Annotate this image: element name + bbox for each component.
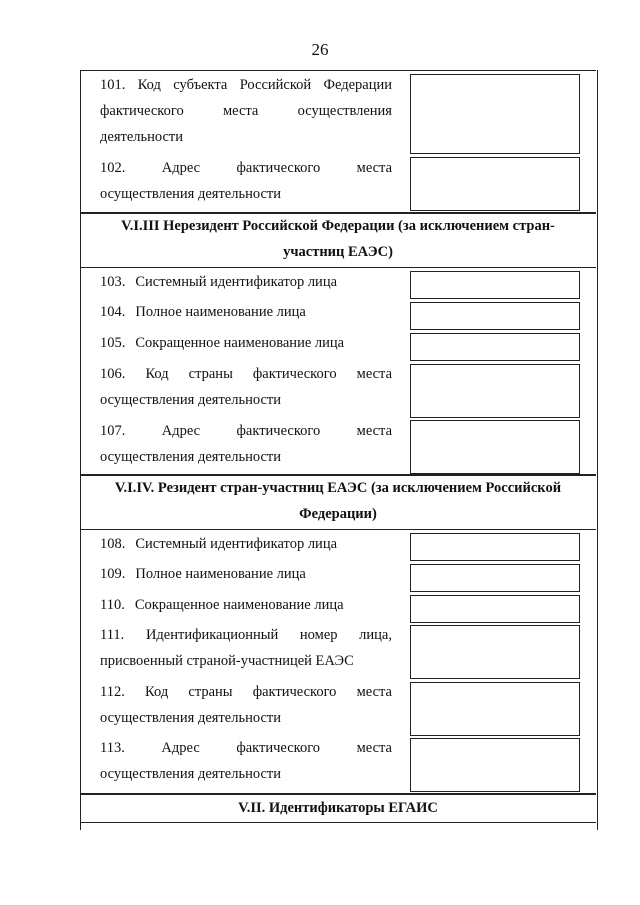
section-divider	[80, 267, 596, 268]
field-box-106[interactable]	[410, 364, 580, 418]
field-box-110[interactable]	[410, 595, 580, 623]
field-box-104[interactable]	[410, 302, 580, 330]
row-number: 101.	[100, 77, 126, 93]
section-title-eaeu-resident: V.I.IV. Резидент стран-участниц ЕАЭС (за исключением Российской Федерации)	[114, 480, 562, 522]
field-box-107[interactable]	[410, 420, 580, 474]
table-row-111: 111. Идентификационный номер лица, присвоенный страной-участницей ЕАЭС	[100, 627, 392, 669]
field-box-105[interactable]	[410, 333, 580, 361]
table-row-109: 109. Полное наименование лица	[100, 566, 306, 582]
field-box-112[interactable]	[410, 682, 580, 736]
field-box-108[interactable]	[410, 533, 580, 561]
section-divider	[80, 529, 596, 530]
field-box-102[interactable]	[410, 157, 580, 211]
field-box-101[interactable]	[410, 74, 580, 154]
table-top-rule	[80, 70, 596, 71]
table-row-108: 108. Системный идентификатор лица	[100, 536, 338, 552]
field-box-109[interactable]	[410, 564, 580, 592]
table-row-104: 104. Полное наименование лица	[100, 304, 306, 320]
section-divider	[80, 822, 596, 823]
table-row-107: 107. Адрес фактического места осуществления деятельности	[100, 423, 392, 465]
table-row-102: 102. Адрес фактического места осуществления деятельности	[100, 160, 392, 202]
section-title-egais-identifiers: V.II. Идентификаторы ЕГАИС	[238, 800, 438, 816]
table-row-105: 105. Сокращенное наименование лица	[100, 335, 345, 351]
field-box-103[interactable]	[410, 271, 580, 299]
table-row-101: 101. Код субъекта Российской Федерации фактического места осуществления деятельности	[100, 72, 392, 150]
section-title-nonresident: V.I.III Нерезидент Российской Федерации (за исключением стран- участниц ЕАЭС)	[121, 218, 555, 260]
table-row-113: 113. Адрес фактического места осуществления деятельности	[100, 740, 392, 782]
field-box-111[interactable]	[410, 625, 580, 679]
field-box-113[interactable]	[410, 738, 580, 792]
table-row-110: 110. Сокращенное наименование лица	[100, 597, 344, 613]
table-row-106: 106. Код страны фактического места осуществления деятельности	[100, 366, 392, 408]
page-number: 26	[311, 40, 329, 59]
table-row-112: 112. Код страны фактического места осуществления деятельности	[100, 684, 392, 726]
table-row-103: 103. Системный идентификатор лица	[100, 274, 338, 290]
